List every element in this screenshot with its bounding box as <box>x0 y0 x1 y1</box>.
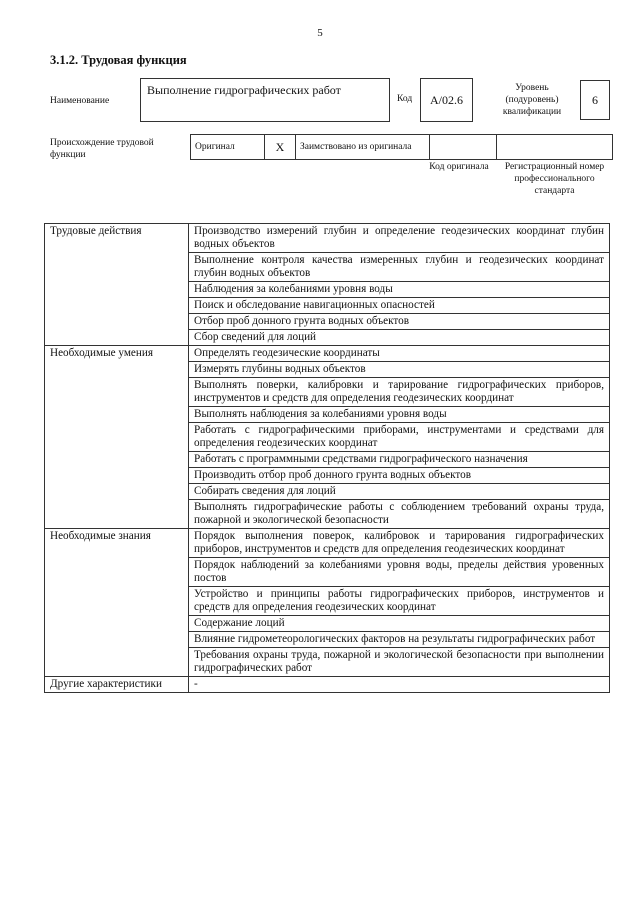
item-cell: Производство измерений глубин и определение геодезических координат глубин водных объектов <box>189 224 610 253</box>
item-cell: - <box>189 677 610 693</box>
registration-number-caption: Регистрационный номер профессионального стандарта <box>504 162 605 196</box>
table-row <box>45 677 610 693</box>
item-cell: Устройство и принципы работы гидрографических приборов, инструментов и средств для определения геодезических координат <box>189 587 610 616</box>
level-label: Уровень (подуровень) квалификации <box>502 83 562 117</box>
item-cell: Измерять глубины водных объектов <box>189 362 610 378</box>
item-cell: Выполнять наблюдения за колебаниями уровня воды <box>189 407 610 423</box>
function-name-field: Выполнение гидрографических работ <box>140 78 390 122</box>
table-row <box>45 529 610 558</box>
origin-label: Происхождение трудовой функции <box>50 138 154 160</box>
item-cell: Поиск и обследование навигационных опасностей <box>189 298 610 314</box>
item-cell: Порядок наблюдений за колебаниями уровня воды, пределы действия уровенных постов <box>189 558 610 587</box>
table-row <box>45 224 610 253</box>
item-cell: Содержание лоций <box>189 616 610 632</box>
section-title: 3.1.2. Трудовая функция <box>50 53 187 67</box>
name-label: Наименование <box>50 96 110 106</box>
item-cell: Собирать сведения для лоций <box>189 484 610 500</box>
code-label: Код <box>397 94 413 104</box>
item-cell: Работать с программными средствами гидрографического назначения <box>189 452 610 468</box>
registration-number-cell <box>497 135 613 160</box>
table-row <box>45 346 610 362</box>
item-cell: Порядок выполнения поверок, калибровок и тарирования гидрографических приборов, инструментов и средств для определения геодезических координат <box>189 529 610 558</box>
item-cell: Сбор сведений для лоций <box>189 330 610 346</box>
item-cell: Определять геодезические координаты <box>189 346 610 362</box>
category-cell: Трудовые действия <box>45 224 189 346</box>
original-label: Оригинал <box>191 135 265 160</box>
item-cell: Влияние гидрометеорологических факторов на результаты гидрографических работ <box>189 632 610 648</box>
labor-function-table <box>44 223 610 693</box>
item-cell: Выполнять гидрографические работы с соблюдением требований охраны труда, пожарной и экологической безопасности <box>189 500 610 529</box>
item-cell: Требования охраны труда, пожарной и экологической безопасности при выполнении гидрографических работ <box>189 648 610 677</box>
category-cell: Другие характеристики <box>45 677 189 693</box>
item-cell: Выполнять поверки, калибровки и тарирование гидрографических приборов, инструментов и средств для определения геодезических координат <box>189 378 610 407</box>
item-cell: Выполнение контроля качества измеренных глубин и геодезических координат глубин водных объектов <box>189 253 610 282</box>
code-original-caption: Код оригинала <box>429 162 489 172</box>
category-cell: Необходимые знания <box>45 529 189 677</box>
category-cell: Необходимые умения <box>45 346 189 529</box>
original-mark: X <box>265 135 296 160</box>
item-cell: Работать с гидрографическими приборами, инструментами и средствами для определения геодезических координат <box>189 423 610 452</box>
code-field: A/02.6 <box>420 78 473 122</box>
item-cell: Отбор проб донного грунта водных объектов <box>189 314 610 330</box>
origin-table <box>190 134 613 160</box>
page-number: 5 <box>317 27 323 39</box>
item-cell: Наблюдения за колебаниями уровня воды <box>189 282 610 298</box>
level-field: 6 <box>580 80 610 120</box>
item-cell: Производить отбор проб донного грунта водных объектов <box>189 468 610 484</box>
borrowed-label: Заимствовано из оригинала <box>296 135 430 160</box>
original-code-cell <box>430 135 497 160</box>
